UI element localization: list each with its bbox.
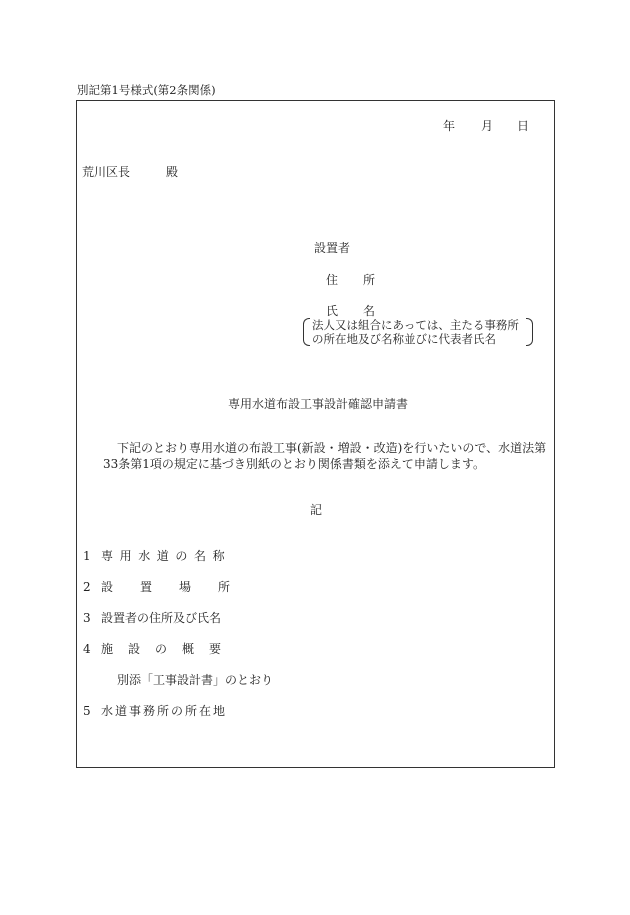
addressee-honorific: 殿 xyxy=(166,165,179,179)
item-number: 1 xyxy=(83,549,91,563)
date-year-label: 年 xyxy=(443,119,456,133)
note-bracket-left xyxy=(303,318,310,346)
form-number: 別記第1号様式(第2条関係) xyxy=(77,83,216,97)
item-label-office-location: 水道事務所の所在地 xyxy=(101,704,228,718)
item-detail-facility-overview: 別添「工事設計書」のとおり xyxy=(117,673,274,687)
note-bracket-right xyxy=(526,318,533,346)
item-number: 5 xyxy=(83,704,91,718)
document-title: 専用水道布設工事設計確認申請書 xyxy=(228,397,409,411)
name-label-part2: 名 xyxy=(363,304,376,318)
item-label-installer-address-name: 設置者の住所及び氏名 xyxy=(101,611,222,625)
applicant-heading: 設置者 xyxy=(314,241,351,255)
item-number: 4 xyxy=(83,642,91,656)
date-month-label: 月 xyxy=(481,119,494,133)
item-number: 2 xyxy=(83,580,91,594)
item-label-installation-location: 設置場所 xyxy=(101,580,258,594)
body-text-line1: 下記のとおり専用水道の布設工事(新設・増設・改造)を行いたいので、水道法第 xyxy=(117,441,547,455)
name-label-part1: 氏 xyxy=(326,304,339,318)
address-label-part1: 住 xyxy=(326,273,339,287)
applicant-note-line1: 法人又は組合にあっては、主たる事務所 xyxy=(312,318,519,332)
body-text-line2: 33条第1項の規定に基づき別紙のとおり関係書類を添えて申請します。 xyxy=(103,457,485,471)
ki-heading: 記 xyxy=(310,503,323,517)
form-frame xyxy=(76,100,555,768)
item-number: 3 xyxy=(83,611,91,625)
date-day-label: 日 xyxy=(517,119,530,133)
item-label-facility-overview: 施設の概要 xyxy=(101,642,237,656)
address-label-part2: 所 xyxy=(363,273,376,287)
addressee-name: 荒川区長 xyxy=(82,165,131,179)
item-label-waterworks-name: 専用水道の名称 xyxy=(101,549,232,563)
applicant-note-line2: の所在地及び名称並びに代表者氏名 xyxy=(312,332,496,346)
